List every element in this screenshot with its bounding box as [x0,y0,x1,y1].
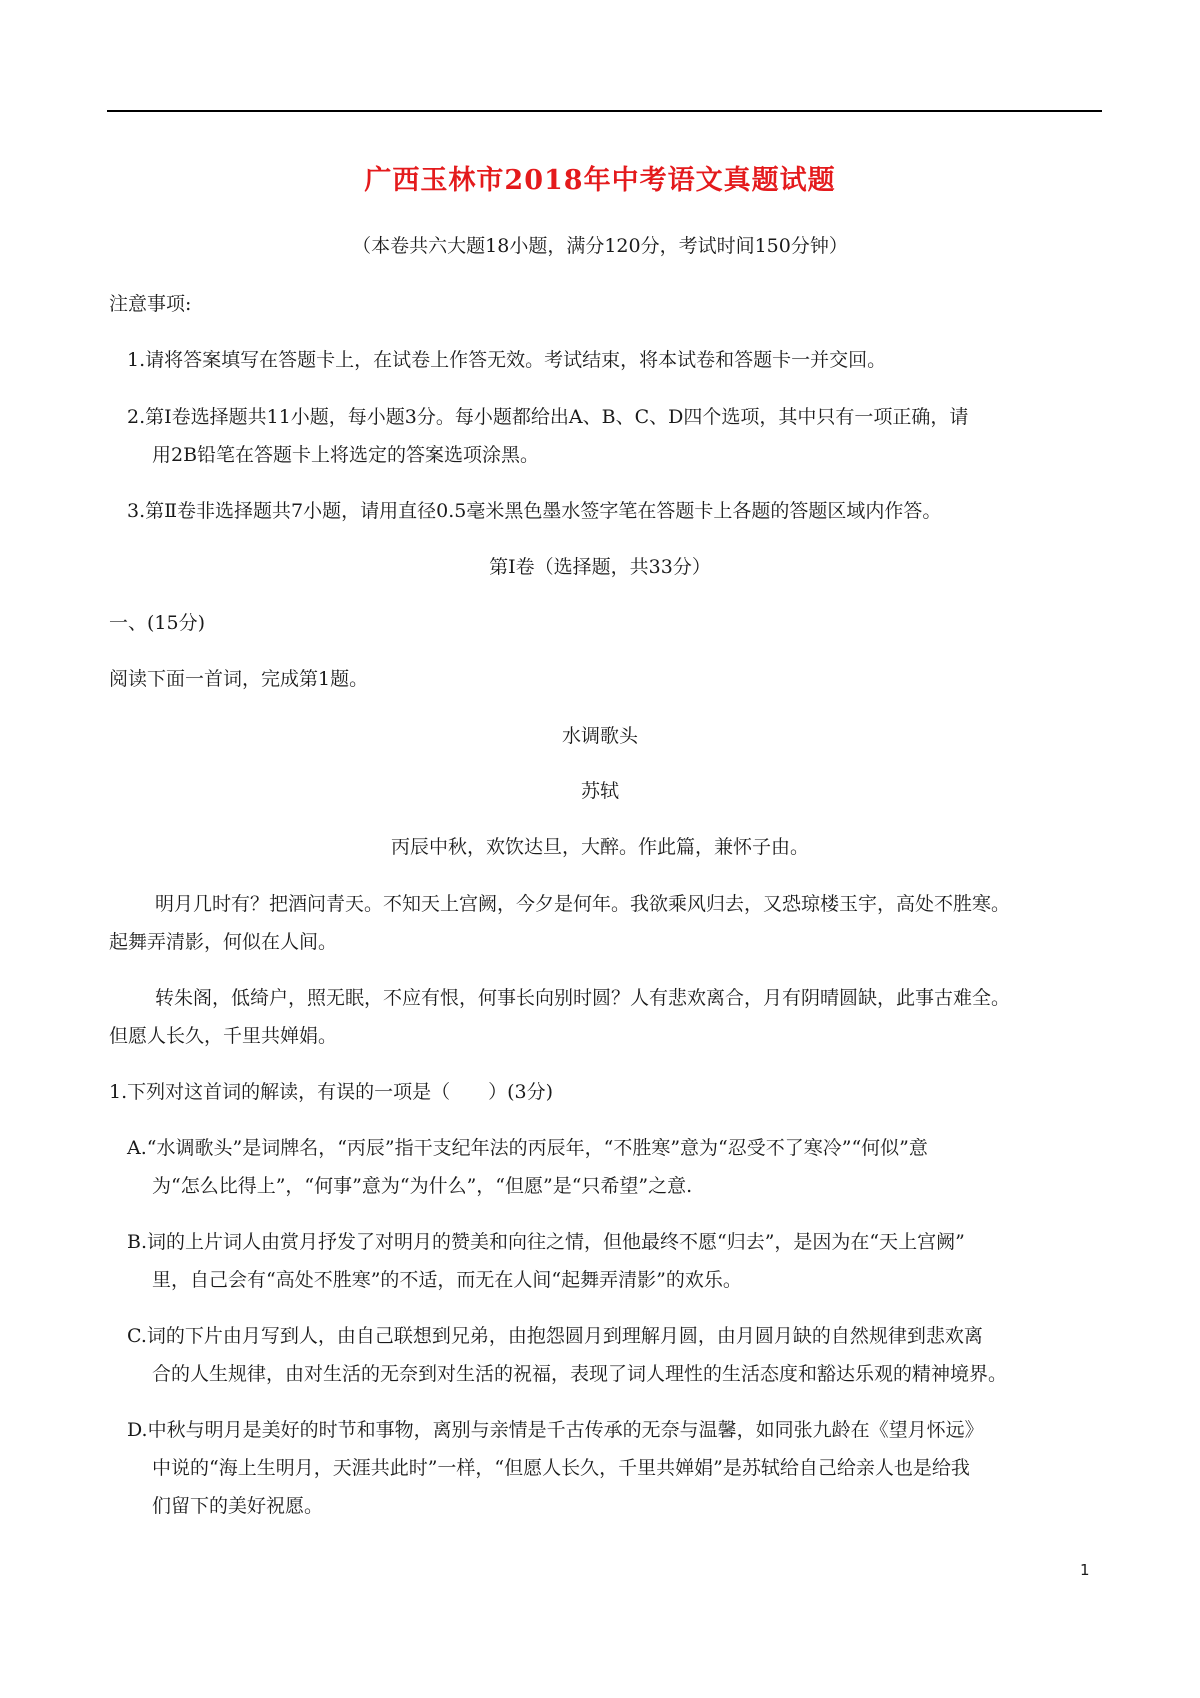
poem-stanza-1-line-2: 起舞弄清影，何似在人间。 [109,931,338,953]
notice-item-2-cont: 用2B铅笔在答题卡上将选定的答案选项涂黑。 [152,444,540,466]
exam-subtitle: （本卷共六大题18小题，满分120分，考试时间150分钟） [352,235,848,257]
option-b-line-2: 里，自己会有“高处不胜寒”的不适，而无在人间“起舞弄清影”的欢乐。 [152,1269,742,1291]
header-rule [107,110,1102,112]
notice-item-3: 3.第Ⅱ卷非选择题共7小题，请用直径0.5毫米黑色墨水签字笔在答题卡上各题的答题区域内作答。 [127,500,942,522]
option-a-line-1: A.“水调歌头”是词牌名，“丙辰”指干支纪年法的丙辰年，“不胜寒”意为“忍受不了寒冷”“何似”意 [127,1137,928,1159]
poem-stanza-2-line-1: 转朱阁，低绮户，照无眠，不应有恨，何事长向别时圆？人有悲欢离合，月有阴晴圆缺，此事古难全。 [155,987,1011,1009]
exam-title: 广西玉林市2018年中考语文真题试题 [364,165,836,196]
option-c-line-2: 合的人生规律，由对生活的无奈到对生活的祝福，表现了词人理性的生活态度和豁达乐观的精神境界。 [152,1363,1008,1385]
poem-stanza-2-line-2: 但愿人长久，千里共婵娟。 [109,1025,338,1047]
option-d-line-1: D.中秋与明月是美好的时节和事物，离别与亲情是千古传承的无奈与温馨，如同张九龄在《望月怀远》 [127,1419,984,1441]
poem-stanza-1-line-1: 明月几时有？把酒问青天。不知天上宫阙，今夕是何年。我欲乘风归去，又恐琼楼玉宇，高处不胜寒。 [155,893,1011,915]
option-a-line-2: 为“怎么比得上”，“何事”意为“为什么”，“但愿”是“只希望”之意. [152,1175,693,1197]
page-number: 1 [1080,1561,1090,1579]
question-1-stem: 1.下列对这首词的解读，有误的一项是（ ）(3分) [109,1081,554,1103]
notice-heading: 注意事项: [109,293,192,315]
poem-title: 水调歌头 [561,725,638,747]
section-title: 第Ⅰ卷（选择题，共33分） [489,556,711,578]
poem-preface: 丙辰中秋，欢饮达旦，大醉。作此篇，兼怀子由。 [390,836,809,858]
notice-item-2: 2.第Ⅰ卷选择题共11小题，每小题3分。每小题都给出A、B、C、D四个选项，其中只有一项正确，请 [127,406,969,428]
option-d-line-2: 中说的“海上生明月，天涯共此时”一样，“但愿人长久，千里共婵娟”是苏轼给自己给亲人也是给我 [152,1457,970,1479]
notice-item-1: 1.请将答案填写在答题卡上，在试卷上作答无效。考试结束，将本试卷和答题卡一并交回。 [127,349,887,371]
option-d-line-3: 们留下的美好祝愿。 [152,1495,324,1517]
part-one-heading: 一、(15分) [109,612,206,634]
poem-author: 苏轼 [580,780,619,802]
option-b-line-1: B.词的上片词人由赏月抒发了对明月的赞美和向往之情，但他最终不愿“归去”，是因为在“天上宫阙” [127,1231,965,1253]
reading-instruction: 阅读下面一首词，完成第1题。 [109,668,369,690]
option-c-line-1: C.词的下片由月写到人，由自己联想到兄弟，由抱怨圆月到理解月圆，由月圆月缺的自然规律到悲欢离 [127,1325,983,1347]
